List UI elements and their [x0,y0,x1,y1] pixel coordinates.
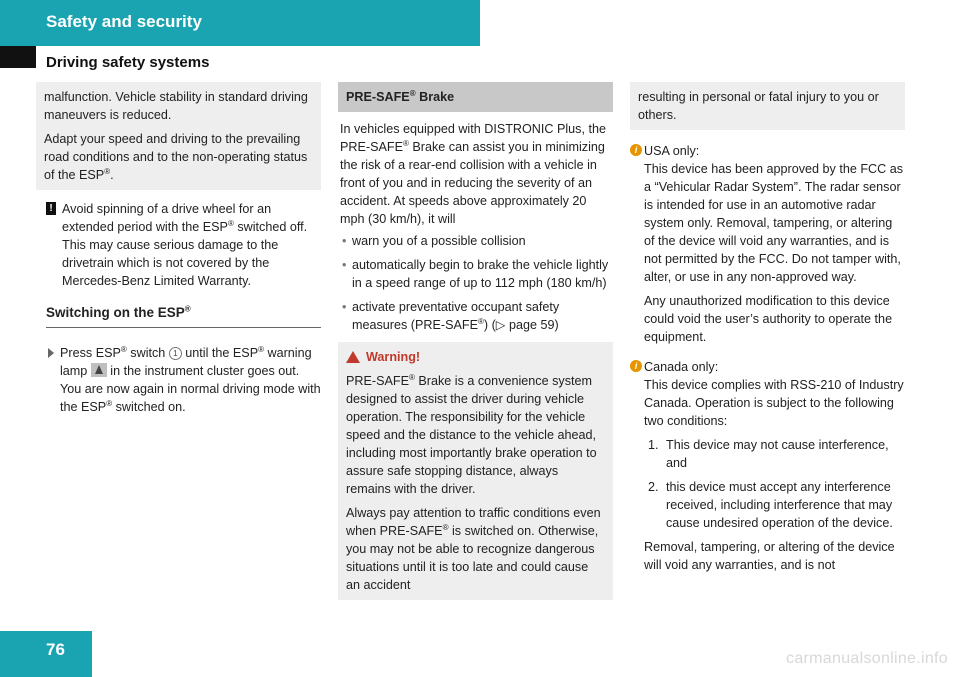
instruction-step: Press ESP® switch 1 until the ESP® warning lamp in the instrument cluster goes out. You are now again in normal driving mode with the ESP® switched on. [46,344,321,416]
warning-heading: Warning! [346,348,605,366]
box-paragraph: resulting in personal or fatal injury to you or others. [638,90,879,122]
subheading-switching-on-esp: Switching on the ESP® [46,304,321,328]
bullet-item: • automatically begin to brake the vehicle lightly in a speed range of up to 112 mph (180 km/h) [340,256,613,292]
warning-triangle-icon [346,351,360,363]
bullet-item: • warn you of a possible collision [340,232,613,250]
list-item: 2. this device must accept any interference received, including interference that may cause undesired operation of the device. [648,480,893,530]
pre-safe-brake-heading: PRE-SAFE® Brake [338,82,613,112]
box-paragraph-1: malfunction. Vehicle stability in standard driving maneuvers is reduced. [44,90,308,122]
canada-paragraph-1: This device complies with RSS-210 of Industry Canada. Operation is subject to the following two conditions: [644,378,904,428]
info-icon: i [630,144,642,156]
canada-paragraph-2: Removal, tampering, or altering of the device will void any warranties, and is not [644,540,895,572]
continued-warning-box [36,82,321,190]
canada-info-note [630,358,905,574]
usa-paragraph-1: This device has been approved by the FCC as a “Vehicular Radar System”. The radar sensor is intended for use in an automotive radar system only. Removal, tampering, or altering of the device will void any warranties, and is not permitted by the FCC. Do not tamper with, alter, or use in any non-approved way. [644,162,904,284]
box-paragraph-2: Adapt your speed and driving to the prevailing road conditions and to the non-operating status of the ESP®. [44,132,308,182]
conditions-list [644,436,905,532]
exclamation-icon: ! [46,202,56,215]
bullet-item: • activate preventative occupant safety measures (PRE-SAFE®) (▷ page 59) [340,298,613,334]
canada-title: Canada only: [644,360,719,374]
column-3 [630,82,905,580]
chapter-title: Safety and security [46,12,202,31]
section-tab-marker [0,46,36,68]
step-arrow-icon [48,348,54,358]
list-item: 1. This device may not cause interference, and [648,438,889,470]
usa-title: USA only: [644,144,700,158]
esp-warning-lamp-icon [91,363,107,377]
warning-paragraph-1: PRE-SAFE® Brake is a convenience system designed to assist the driver during vehicle operation. The responsibility for the vehicle speed and the distance to the vehicle ahead, including most importantly brake operation to assure safe stopping distance, always remains with the driver. [346,372,597,496]
column-1 [36,82,321,416]
usa-info-note [630,142,905,346]
info-icon: i [630,360,642,372]
continued-warning-box [630,82,905,130]
column-2 [338,82,613,600]
caution-note: ! Avoid spinning of a drive wheel for an extended period with the ESP® switched off. This may cause serious damage to the drivetrain which is not covered by the Mercedes-Benz Limited Warranty. [46,200,321,290]
warning-paragraph-2: Always pay attention to traffic conditions even when PRE-SAFE® is switched on. Otherwise, you may not be able to recognize dangerous situations until it is too late and could cause an accident [346,506,601,592]
page-number: 76 [46,640,65,659]
watermark: carmanualsonline.info [786,650,948,667]
usa-paragraph-2: Any unauthorized modification to this device could void the user’s authority to operate the equipment. [644,294,893,344]
callout-number-icon: 1 [169,347,182,360]
pre-safe-intro: In vehicles equipped with DISTRONIC Plus, the PRE-SAFE® Brake can assist you in minimizing the risk of a rear-end collision with a vehicle in front of you and in reducing the severity of an accident. At speeds above approximately 20 mph (30 km/h), it will [340,122,606,226]
section-title: Driving safety systems [46,54,210,71]
warning-box [338,342,613,600]
